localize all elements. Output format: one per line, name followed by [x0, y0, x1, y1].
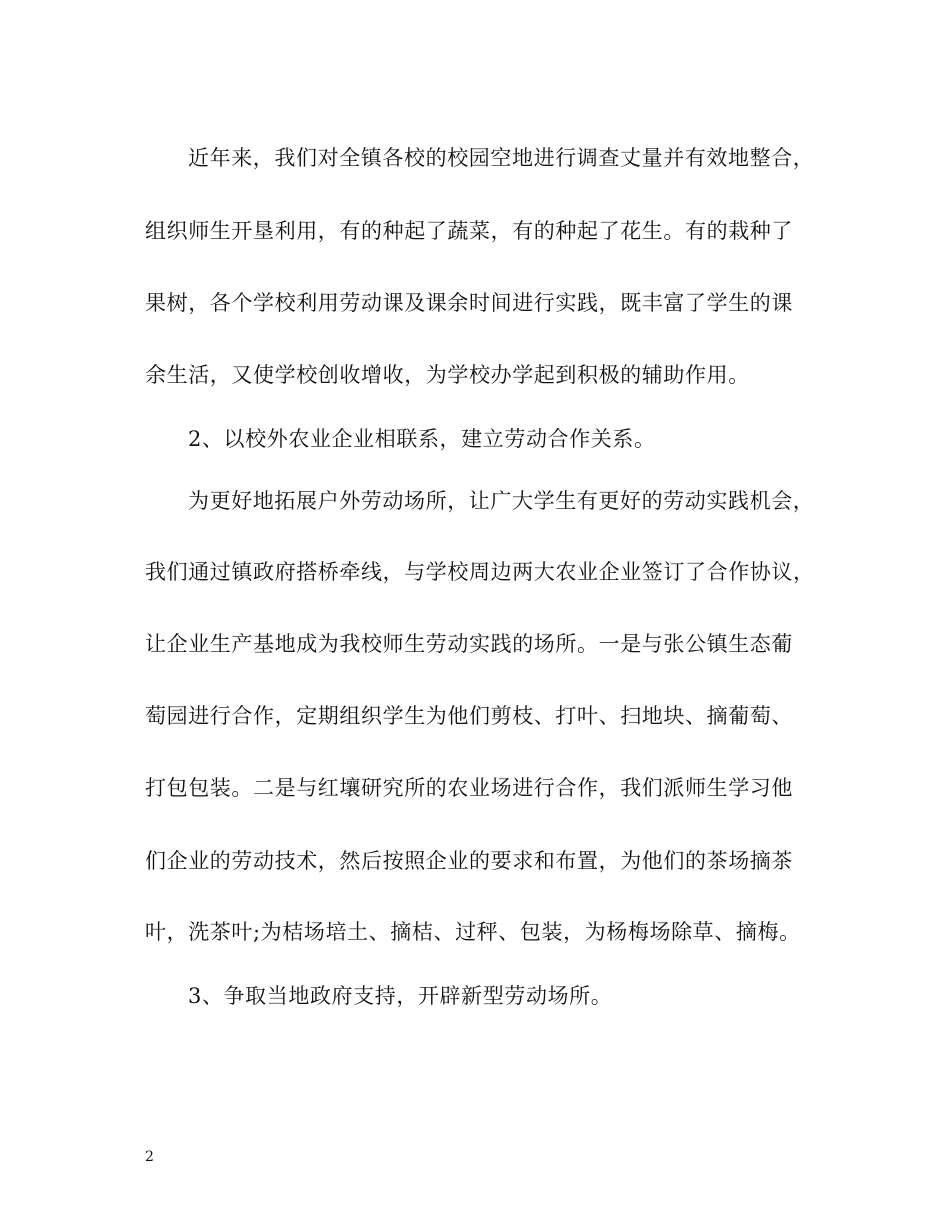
- paragraph-line: 叶，洗茶叶;为桔场培土、摘桔、过秤、包装，为杨梅场除草、摘梅。: [145, 920, 801, 944]
- paragraph-line: 让企业生产基地成为我校师生劳动实践的场所。一是与张公镇生态葡: [145, 632, 793, 656]
- paragraph-line: 为更好地拓展户外劳动场所，让广大学生有更好的劳动实践机会，: [188, 489, 815, 513]
- paragraph-line: 近年来，我们对全镇各校的校园空地进行调查丈量并有效地整合，: [188, 146, 815, 170]
- paragraph-line: 们企业的劳动技术，然后按照企业的要求和布置，为他们的茶场摘茶: [145, 849, 793, 873]
- paragraph-line: 余生活，又使学校创收增收，为学校办学起到积极的辅助作用。: [145, 363, 750, 387]
- paragraph-line: 萄园进行合作，定期组织学生为他们剪枝、打叶、扫地块、摘葡萄、: [145, 704, 793, 728]
- paragraph-line: 果树，各个学校利用劳动课及课余时间进行实践，既丰富了学生的课: [145, 291, 793, 315]
- paragraph-line: 组织师生开垦利用，有的种起了蔬菜，有的种起了花生。有的栽种了: [145, 219, 793, 243]
- paragraph-line: 我们通过镇政府搭桥牵线，与学校周边两大农业企业签订了合作协议，: [145, 560, 815, 584]
- paragraph-line: 打包包装。二是与红壤研究所的农业场进行合作，我们派师生学习他: [145, 776, 793, 800]
- section-heading: 2、以校外农业企业相联系，建立劳动合作关系。: [188, 427, 656, 451]
- page-number: 2: [145, 1149, 154, 1165]
- section-heading: 3、争取当地政府支持，开辟新型劳动场所。: [188, 984, 613, 1008]
